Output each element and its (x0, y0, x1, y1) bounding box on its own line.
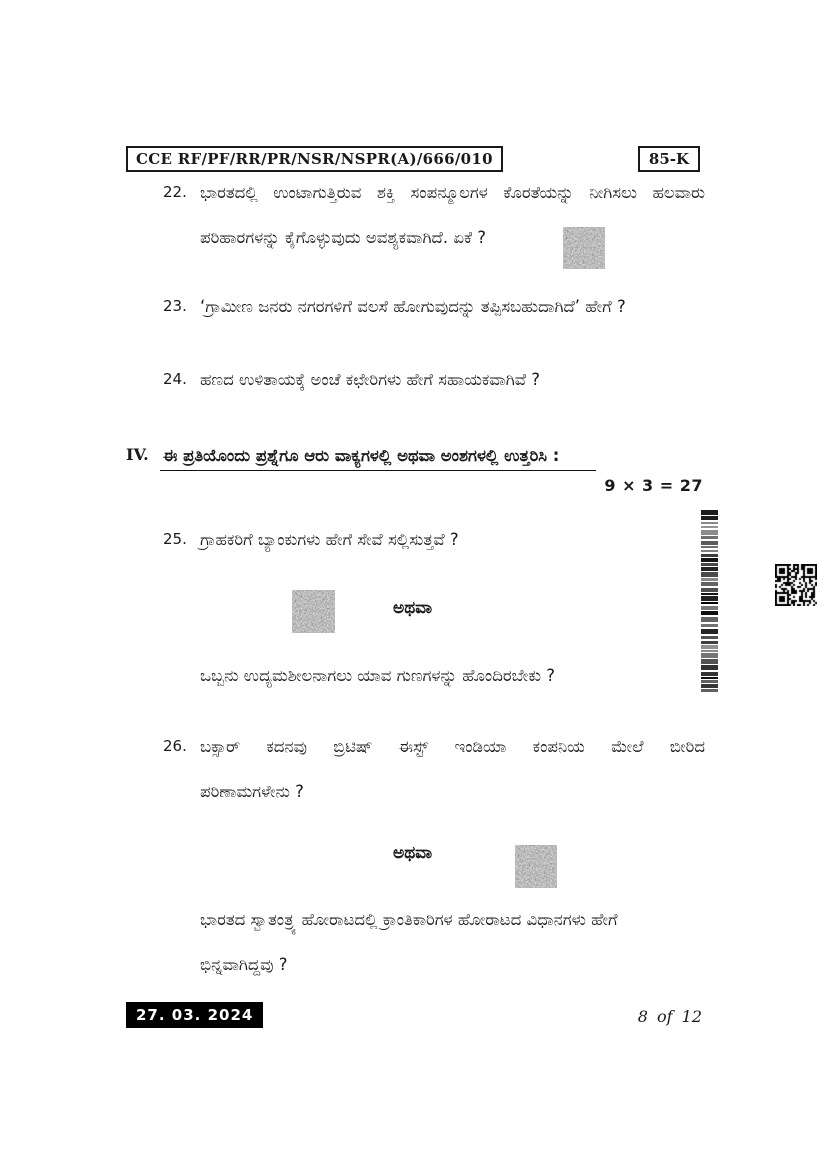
question-23-line-1: ‘ಗ್ರಾಮೀಣ ಜನರು ನಗರಗಳಿಗೆ ವಲಸೆ ಹೋಗುವುದನ್ನು ತಪ್ಪಿಸಬಹುದಾಗಿದೆ’ ಹೇಗೆ ? (200, 297, 626, 316)
page-indicator: 8 of 12 (637, 1007, 702, 1026)
question-26-or-label: ಅಥವಾ (393, 843, 433, 863)
question-24-line-1: ಹಣದ ಉಳಿತಾಯಕ್ಕೆ ಅಂಚೆ ಕಛೇರಿಗಳು ಹೇಗೆ ಸಹಾಯಕವಾಗಿವೆ ? (200, 370, 540, 389)
section-marks: 9 × 3 = 27 (604, 476, 703, 495)
question-25-number: 25. (163, 530, 187, 548)
noise-patch-3 (515, 845, 557, 888)
question-22-line-1: ಭಾರತದಲ್ಲಿ ಉಂಟಾಗುತ್ತಿರುವ ಶಕ್ತಿ ಸಂಪನ್ಮೂಲಗಳ ಕೊರತೆಯನ್ನು ನೀಗಿಸಲು ಹಲವಾರು (200, 183, 705, 202)
question-24 (163, 368, 705, 391)
question-25-or-label: ಅಥವಾ (393, 598, 433, 618)
question-22 (163, 181, 705, 249)
question-26-alt (200, 908, 705, 976)
question-25-alt (200, 664, 705, 687)
barcode (701, 510, 718, 695)
question-22-text (200, 181, 705, 249)
question-23-number: 23. (163, 297, 187, 315)
question-22-number: 22. (163, 183, 187, 201)
section-number: IV. (126, 445, 149, 464)
question-23 (163, 295, 705, 318)
exam-date-box (126, 1002, 263, 1028)
question-25-alt-line-1: ಒಬ್ಬನು ಉದ್ಯಮಶೀಲನಾಗಲು ಯಾವ ಗುಣಗಳನ್ನು ಹೊಂದಿರಬೇಕು ? (200, 666, 555, 685)
question-24-number: 24. (163, 370, 187, 388)
question-23-text (200, 295, 705, 318)
noise-patch-2 (292, 590, 335, 633)
question-26-line-1: ಬಕ್ಸಾರ್ ಕದನವು ಬ್ರಿಟಿಷ್ ಈಸ್ಟ್ ಇಂಡಿಯಾ ಕಂಪನಿಯ ಮೇಲೆ ಬೀರಿದ (200, 737, 705, 756)
question-26-number: 26. (163, 737, 187, 755)
document-code: CCE RF/PF/RR/PR/NSR/NSPR(A)/666/010 (136, 150, 493, 168)
question-26-alt-line-1: ಭಾರತದ ಸ್ವಾತಂತ್ರ್ಯ ಹೋರಾಟದಲ್ಲಿ ಕ್ರಾಂತಿಕಾರಿಗಳ ಹೋರಾಟದ ವಿಧಾನಗಳು ಹೇಗೆ (200, 910, 618, 929)
paper-code-box (638, 146, 700, 172)
exam-date: 27. 03. 2024 (136, 1006, 254, 1024)
question-25-line-1: ಗ್ರಾಹಕರಿಗೆ ಬ್ಯಾಂಕುಗಳು ಹೇಗೆ ಸೇವೆ ಸಲ್ಲಿಸುತ್ತವೆ ? (200, 530, 459, 549)
paper-code: 85-K (648, 150, 690, 168)
document-code-box (126, 146, 503, 172)
question-26-text (200, 735, 705, 803)
section-instruction: ಈ ಪ್ರತಿಯೊಂದು ಪ್ರಶ್ನೆಗೂ ಆರು ವಾಕ್ಯಗಳಲ್ಲಿ ಅಥವಾ ಅಂಶಗಳಲ್ಲಿ ಉತ್ತರಿಸಿ : (163, 446, 560, 465)
question-25 (163, 528, 705, 551)
question-22-line-2: ಪರಿಹಾರಗಳನ್ನು ಕೈಗೊಳ್ಳುವುದು ಅವಶ್ಯಕವಾಗಿದೆ. ಏಕೆ ? (200, 228, 487, 247)
question-26-alt-line-2: ಭಿನ್ನವಾಗಿದ್ದವು ? (200, 955, 288, 974)
question-26-line-2: ಪರಿಣಾಮಗಳೇನು ? (200, 782, 304, 801)
qr-code (775, 564, 817, 606)
noise-patch-1 (563, 227, 605, 269)
question-25-text (200, 528, 705, 551)
question-26 (163, 735, 705, 803)
question-24-text (200, 368, 705, 391)
section-instruction-underline (160, 470, 596, 471)
